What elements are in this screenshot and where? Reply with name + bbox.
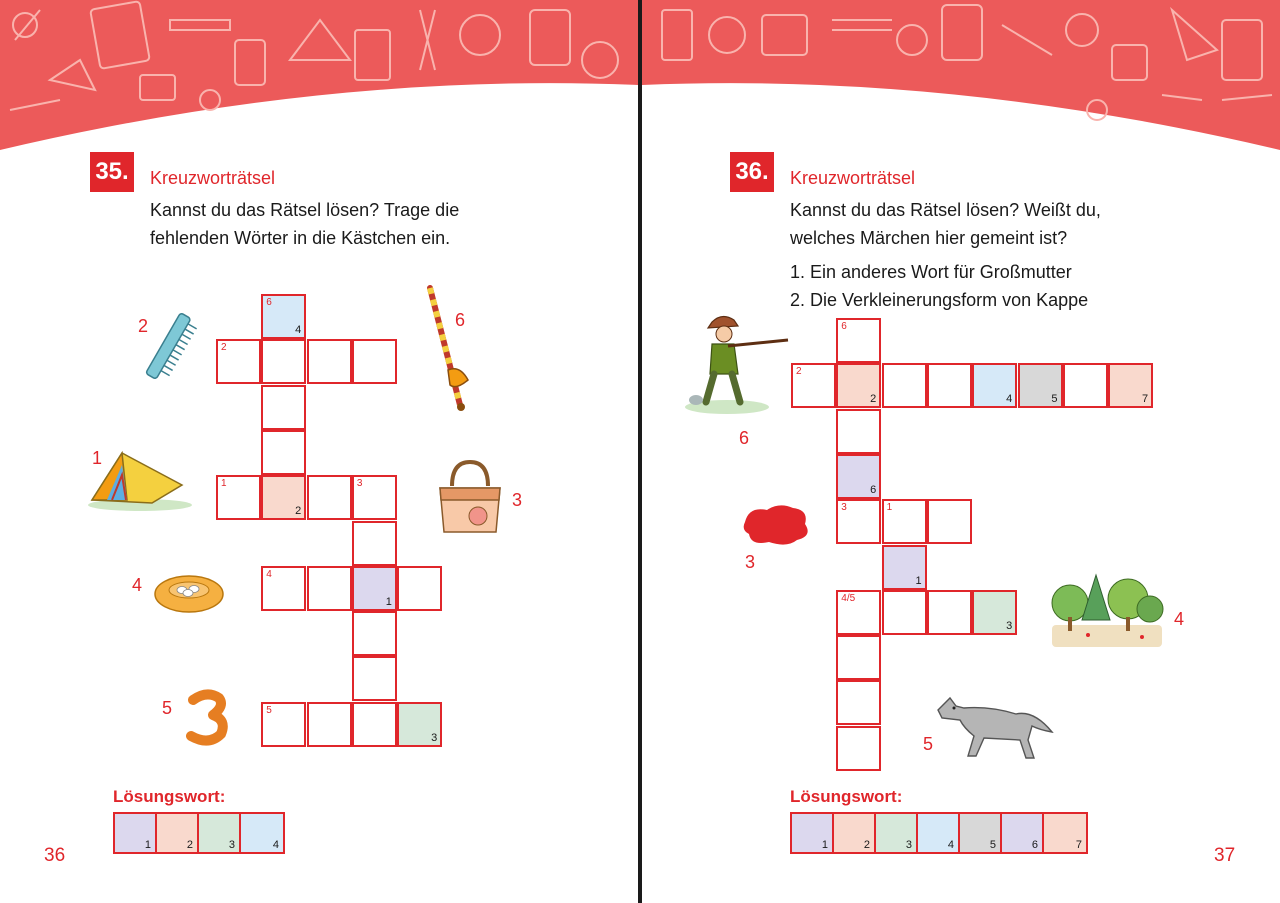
solution-index: 4: [295, 324, 302, 336]
crossword-cell[interactable]: [1018, 363, 1063, 408]
crossword-cell[interactable]: [836, 363, 881, 408]
picture-number-three: 5: [162, 698, 173, 718]
crossword-cell[interactable]: [927, 499, 972, 544]
crossword-cell[interactable]: [216, 475, 261, 520]
hint-line: 1. Ein anderes Wort für Großmutter: [790, 262, 1072, 282]
solution-cell[interactable]: [115, 814, 157, 852]
solution-cell-number: 5: [989, 839, 996, 851]
nest-icon: [152, 570, 227, 615]
picture-number-stain: 3: [745, 552, 756, 572]
number-three-icon: [185, 688, 230, 746]
crossword-cell[interactable]: [882, 499, 927, 544]
comb-icon: [140, 310, 200, 385]
solution-index: 2: [295, 505, 302, 518]
page-number: 36: [44, 845, 66, 866]
clue-number: 6: [841, 321, 847, 332]
solution-index: 5: [1051, 393, 1058, 406]
crossword-cell[interactable]: [836, 499, 881, 544]
crossword-cell[interactable]: [261, 566, 306, 611]
solution-word-row: [113, 812, 285, 854]
crossword-cell[interactable]: [352, 611, 397, 656]
picture-number-comb: 2: [138, 316, 149, 336]
solution-label: Lösungswort:: [790, 787, 903, 806]
solution-cell-number: 3: [228, 839, 235, 851]
crossword-cell[interactable]: [836, 454, 881, 499]
left-page: [0, 0, 638, 903]
clue-number: 3: [841, 502, 847, 514]
instruction-line: fehlenden Wörter in die Kästchen ein.: [150, 228, 451, 248]
wolf-icon: [930, 692, 1060, 764]
crossword-cell[interactable]: [972, 590, 1017, 635]
solution-cell[interactable]: [241, 814, 283, 852]
right-page: [642, 0, 1280, 903]
picture-number-hunter: 6: [739, 428, 750, 448]
solution-index: 3: [431, 731, 438, 744]
clue-number: 2: [796, 366, 802, 378]
picture-number-bag: 3: [512, 490, 523, 510]
hunter-icon: [682, 312, 790, 417]
crossword-cell[interactable]: [836, 318, 881, 363]
crossword-cell[interactable]: [307, 566, 352, 611]
forest-icon: [1048, 565, 1165, 650]
solution-index: 7: [1141, 393, 1149, 406]
crossword-cell[interactable]: [836, 409, 881, 454]
solution-cell[interactable]: [1044, 814, 1086, 852]
clue-number: 4/5: [841, 592, 856, 604]
solution-label: Lösungswort:: [113, 787, 226, 806]
solution-cell[interactable]: [876, 814, 918, 852]
crossword-cell[interactable]: [927, 590, 972, 635]
solution-cell[interactable]: [157, 814, 199, 852]
crossword-cell[interactable]: [397, 702, 442, 747]
school-supplies-banner: [0, 0, 638, 150]
exercise-number-badge: 36.: [730, 152, 774, 192]
handbag-icon: [432, 458, 507, 538]
solution-cell[interactable]: [960, 814, 1002, 852]
crossword-cell[interactable]: [352, 475, 397, 520]
crossword-cell[interactable]: [261, 702, 306, 747]
crossword-cell[interactable]: [836, 726, 881, 771]
crossword-cell[interactable]: [352, 339, 397, 384]
crossword-cell[interactable]: [1063, 363, 1108, 408]
crossword-cell[interactable]: [397, 566, 442, 611]
crossword-cell[interactable]: [836, 635, 881, 680]
solution-index: 1: [385, 595, 392, 608]
crossword-cell[interactable]: [261, 430, 306, 475]
crossword-cell[interactable]: [352, 702, 397, 747]
pennant-icon: [420, 285, 475, 415]
crossword-cell[interactable]: [261, 385, 306, 430]
solution-index: 1: [915, 574, 922, 587]
school-supplies-banner: [642, 0, 1280, 150]
clue-number: 6: [266, 297, 272, 308]
picture-number-wolf: 5: [923, 734, 934, 754]
solution-index: 3: [1006, 619, 1013, 632]
solution-cell[interactable]: [834, 814, 876, 852]
solution-cell-number: 7: [1075, 839, 1082, 851]
exercise-instructions: [150, 196, 459, 252]
clue-number: 2: [221, 342, 227, 354]
crossword-cell[interactable]: [791, 363, 836, 408]
clue-number: 1: [886, 502, 893, 514]
clue-number: 4: [266, 568, 272, 580]
picture-number-forest: 4: [1174, 609, 1185, 629]
crossword-cell[interactable]: [261, 294, 306, 339]
crossword-cell[interactable]: [307, 702, 352, 747]
solution-cell-number: 3: [905, 839, 912, 851]
exercise-title: Kreuzworträtsel: [150, 168, 276, 188]
instruction-line: welches Märchen hier gemeint ist?: [790, 228, 1068, 248]
clue-number: 5: [266, 704, 272, 716]
crossword-cell[interactable]: [352, 521, 397, 566]
solution-cell-number: 1: [821, 839, 828, 851]
solution-cell[interactable]: [1002, 814, 1044, 852]
solution-index: 2: [870, 393, 877, 406]
crossword-cell[interactable]: [307, 339, 352, 384]
clue-number: 3: [356, 478, 363, 490]
crossword-cell[interactable]: [1108, 363, 1153, 408]
solution-cell-number: 4: [272, 839, 279, 851]
crossword-cell[interactable]: [307, 475, 352, 520]
picture-number-nest: 4: [132, 575, 143, 595]
exercise-instructions: [790, 196, 1101, 314]
crossword-cell[interactable]: [352, 566, 397, 611]
crossword-cell[interactable]: [836, 680, 881, 725]
crossword-cell[interactable]: [882, 590, 927, 635]
crossword-cell[interactable]: [882, 545, 927, 590]
hint-line: 2. Die Verkleinerungsform von Kappe: [790, 290, 1089, 310]
solution-cell-number: 2: [186, 839, 193, 851]
instruction-line: Kannst du das Rätsel lösen? Weißt du,: [790, 200, 1101, 220]
page-number: 37: [1214, 845, 1236, 866]
crossword-cell[interactable]: [836, 590, 881, 635]
solution-word-row: [790, 812, 1088, 854]
crossword-cell[interactable]: [972, 363, 1017, 408]
solution-cell-number: 1: [144, 839, 151, 851]
instruction-line: Kannst du das Rätsel lösen? Trage die: [150, 200, 460, 220]
solution-cell-number: 6: [1031, 839, 1038, 851]
crossword-cell[interactable]: [882, 363, 927, 408]
solution-index: 4: [1006, 393, 1013, 406]
crossword-cell[interactable]: [261, 475, 306, 520]
clue-number: 1: [221, 478, 227, 490]
solution-index: 6: [870, 483, 877, 496]
solution-cell-number: 2: [863, 839, 870, 851]
solution-cell[interactable]: [792, 814, 834, 852]
exercise-number-badge: 35.: [90, 152, 134, 192]
picture-number-pennant: 6: [455, 310, 466, 330]
picture-number-tent: 1: [92, 448, 103, 468]
solution-cell[interactable]: [918, 814, 960, 852]
red-stain-icon: [739, 500, 814, 550]
solution-cell-number: 4: [947, 839, 954, 851]
crossword-cell[interactable]: [261, 339, 306, 384]
tent-icon: [82, 445, 197, 515]
exercise-title: Kreuzworträtsel: [790, 168, 916, 188]
crossword-cell[interactable]: [352, 656, 397, 701]
crossword-cell[interactable]: [216, 339, 261, 384]
crossword-cell[interactable]: [927, 363, 972, 408]
solution-cell[interactable]: [199, 814, 241, 852]
